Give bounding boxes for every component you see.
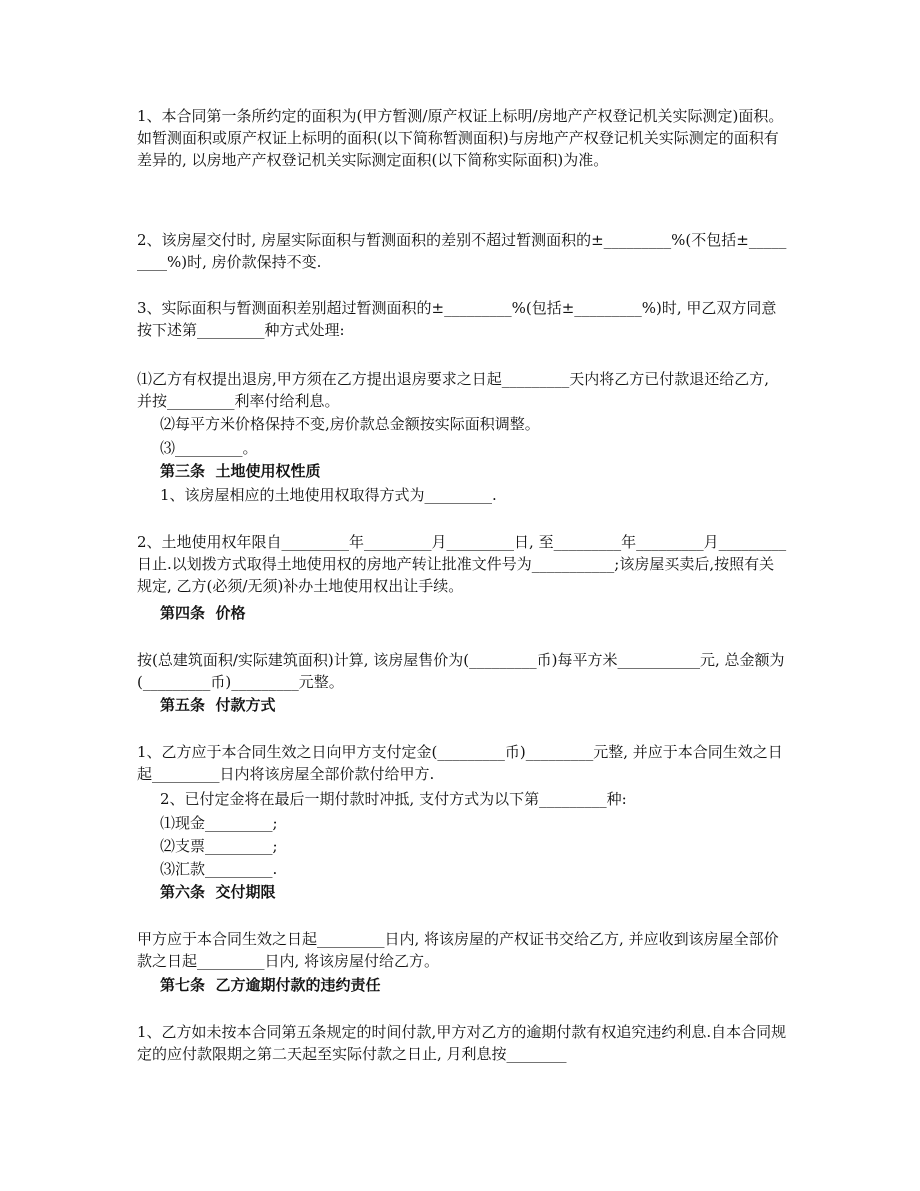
option-return-house: ⑴乙方有权提出退房,甲方须在乙方提出退房要求之日起_________天内将乙方已付款退还给乙方, 并按_________利率付给利息。 [137, 370, 774, 410]
article-4-title: 第四条 价格 [160, 604, 246, 622]
article-7-title: 第七条 乙方逾期付款的违约责任 [160, 976, 381, 994]
option-adjust-price: ⑵每平方米价格保持不变,房价款总金额按实际面积调整。 [160, 415, 540, 433]
clause-area-1: 1、本合同第一条所约定的面积为(甲方暂测/原产权证上标明/房地产产权登记机关实际测定)面积。如暂测面积或原产权证上标明的面积(以下简称暂测面积)与房地产产权登记机关实际测定的面积有差异的, 以房地产产权登记机关实际测定面积(以下简称实际面积)为准。 [137, 107, 784, 169]
clause-area-2: 2、该房屋交付时, 房屋实际面积与暂测面积的差别不超过暂测面积的±_________%(不包括±_________%)时, 房价款保持不变. [137, 231, 787, 271]
land-use-term: 2、土地使用权年限自_________年_________月_________日, 至_________年_________月_________日止.以划拨方式取得土地使用权的房地产转让批准文件号为___________;该房屋买卖后,按照有关规定, 乙方(必须/无须)补办土地使用权出让手续。 [137, 533, 787, 595]
payment-cheque: ⑵支票_________; [160, 837, 278, 855]
payment-cash: ⑴现金_________; [160, 814, 278, 832]
delivery-clause: 甲方应于本合同生效之日起_________日内, 将该房屋的产权证书交给乙方, 并应收到该房屋全部价款之日起_________日内, 将该房屋付给乙方。 [137, 930, 779, 970]
deposit-clause: 1、乙方应于本合同生效之日向甲方支付定金(_________币)_________元整, 并应于本合同生效之日起_________日内将该房屋全部价款付给甲方. [137, 743, 783, 783]
land-acquisition-method: 1、该房屋相应的土地使用权取得方式为_________. [160, 486, 497, 504]
clause-area-3: 3、实际面积与暂测面积差别超过暂测面积的±_________%(包括±_________%)时, 甲乙双方同意按下述第_________种方式处理: [137, 299, 777, 339]
option-other: ⑶_________。 [160, 439, 258, 457]
payment-remittance: ⑶汇款_________. [160, 860, 278, 878]
article-3-title: 第三条 土地使用权性质 [160, 462, 321, 480]
article-5-title: 第五条 付款方式 [160, 696, 276, 714]
article-6-title: 第六条 交付期限 [160, 883, 276, 901]
payment-method-clause: 2、已付定金将在最后一期付款时冲抵, 支付方式为以下第_________种: [160, 790, 627, 808]
late-payment-clause: 1、乙方如未按本合同第五条规定的时间付款,甲方对乙方的逾期付款有权追究违约利息.自本合同规定的应付款限期之第二天起至实际付款之日止, 月利息按________ [137, 1023, 787, 1063]
price-clause: 按(总建筑面积/实际建筑面积)计算, 该房屋售价为(_________币)每平方米___________元, 总金额为(_________币)_________元整。 [137, 651, 785, 691]
